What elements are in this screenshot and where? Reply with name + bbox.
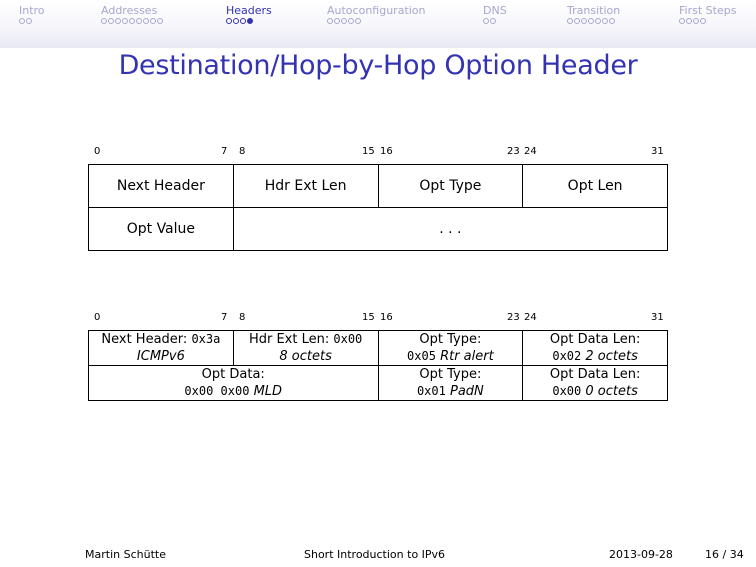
nav-progress-dot[interactable] (129, 18, 135, 24)
nav-progress-dot[interactable] (574, 18, 580, 24)
nav-progress-dot[interactable] (679, 18, 685, 24)
option-header-example-table (88, 330, 668, 401)
field-opt-type-padn-example (378, 366, 523, 401)
field-meaning: PadN (450, 384, 484, 399)
nav-progress-dot[interactable] (19, 18, 25, 24)
bit-label: 8 (239, 146, 246, 157)
nav-progress-dot[interactable] (143, 18, 149, 24)
nav-label: DNS (483, 4, 507, 17)
bit-label: 23 (507, 312, 520, 323)
nav-progress-dot[interactable] (595, 18, 601, 24)
field-opt-data-example (89, 366, 379, 401)
nav-progress-dot[interactable] (609, 18, 615, 24)
nav-dots-addresses[interactable] (101, 18, 163, 24)
nav-section-intro[interactable] (19, 4, 45, 17)
field-label: Opt Data: (201, 367, 265, 382)
nav-progress-dot[interactable] (115, 18, 121, 24)
bit-label: 16 (380, 312, 393, 323)
field-opt-len: Opt Len (523, 165, 668, 208)
footer-page-number: 16 / 34 (705, 548, 744, 561)
field-meaning: ICMPv6 (136, 349, 185, 364)
field-opt-value: Opt Value (89, 208, 234, 251)
field-opt-data-len-example (523, 331, 668, 366)
nav-dots-transition[interactable] (567, 18, 615, 24)
nav-section-dns[interactable] (483, 4, 507, 17)
table-row (89, 165, 668, 208)
nav-section-headers[interactable] (226, 4, 272, 17)
option-header-layout-table (88, 164, 668, 251)
nav-progress-dot[interactable] (136, 18, 142, 24)
bit-label: 23 (507, 146, 520, 157)
nav-dots-dns[interactable] (483, 18, 496, 24)
bit-label: 31 (651, 312, 664, 323)
nav-progress-dot[interactable] (693, 18, 699, 24)
field-label: Opt Type: (419, 367, 482, 382)
bit-label: 0 (94, 146, 101, 157)
bit-label: 15 (362, 312, 375, 323)
field-code: 0x3a (191, 332, 221, 346)
bit-label: 16 (380, 146, 393, 157)
nav-label: Headers (226, 4, 272, 17)
table-row (89, 366, 668, 401)
nav-progress-dot[interactable] (101, 18, 107, 24)
nav-progress-dot[interactable] (150, 18, 156, 24)
nav-section-addresses[interactable] (101, 4, 157, 17)
nav-section-transition[interactable] (567, 4, 620, 17)
nav-dots-autoconfiguration[interactable] (327, 18, 361, 24)
nav-label: Intro (19, 4, 45, 17)
nav-label: Autoconfiguration (327, 4, 426, 17)
bit-label: 24 (524, 312, 537, 323)
nav-dots-intro[interactable] (19, 18, 32, 24)
nav-progress-dot[interactable] (700, 18, 706, 24)
nav-progress-dot[interactable] (686, 18, 692, 24)
field-meaning: 8 octets (279, 349, 332, 364)
bit-ruler (88, 312, 668, 326)
table-row (89, 208, 668, 251)
nav-section-autoconfiguration[interactable] (327, 4, 426, 17)
bit-label: 24 (524, 146, 537, 157)
nav-dots-first-steps[interactable] (679, 18, 706, 24)
nav-progress-dot[interactable] (483, 18, 489, 24)
field-next-header-example (89, 331, 234, 366)
section-navigation-bar (0, 0, 756, 48)
field-opt-type-example (378, 331, 523, 366)
bit-label: 15 (362, 146, 375, 157)
field-label: Opt Data Len: (549, 332, 641, 347)
nav-progress-dot[interactable] (26, 18, 32, 24)
field-continuation: . . . (233, 208, 667, 251)
bit-label: 7 (221, 146, 228, 157)
field-opt-data-len-padn-example (523, 366, 668, 401)
nav-progress-dot[interactable] (247, 18, 253, 24)
nav-progress-dot[interactable] (233, 18, 239, 24)
footer-date: 2013-09-28 (609, 548, 673, 561)
nav-progress-dot[interactable] (226, 18, 232, 24)
nav-progress-dot[interactable] (108, 18, 114, 24)
field-code: 0x02 (552, 349, 582, 363)
slide-title: Destination/Hop-by-Hop Option Header (118, 50, 638, 81)
nav-progress-dot[interactable] (567, 18, 573, 24)
nav-progress-dot[interactable] (341, 18, 347, 24)
field-label: Opt Data Len: (549, 367, 641, 382)
field-label: Hdr Ext Len: (248, 332, 334, 347)
nav-progress-dot[interactable] (355, 18, 361, 24)
bit-label: 7 (221, 312, 228, 323)
field-code: 0x00 (333, 332, 363, 346)
nav-label: First Steps (679, 4, 737, 17)
nav-progress-dot[interactable] (122, 18, 128, 24)
field-meaning: 0 octets (585, 384, 638, 399)
bit-label: 31 (651, 146, 664, 157)
nav-label: Addresses (101, 4, 158, 17)
footer-talk-title: Short Introduction to IPv6 (304, 548, 446, 561)
nav-progress-dot[interactable] (348, 18, 354, 24)
bit-label: 8 (239, 312, 246, 323)
nav-progress-dot[interactable] (581, 18, 587, 24)
field-label: Next Header: (101, 332, 192, 347)
nav-progress-dot[interactable] (602, 18, 608, 24)
bit-ruler (88, 146, 668, 160)
field-meaning: 2 octets (585, 349, 638, 364)
field-hdr-ext-len: Hdr Ext Len (233, 165, 378, 208)
nav-progress-dot[interactable] (327, 18, 333, 24)
nav-section-first-steps[interactable] (679, 4, 736, 17)
field-meaning: Rtr alert (440, 349, 494, 364)
field-hdr-ext-len-example (233, 331, 378, 366)
field-code: 0x05 (407, 349, 436, 363)
nav-progress-dot[interactable] (334, 18, 340, 24)
nav-dots-headers[interactable] (226, 18, 253, 24)
table-row (89, 331, 668, 366)
field-next-header: Next Header (89, 165, 234, 208)
nav-progress-dot[interactable] (240, 18, 246, 24)
field-code: 0x01 (416, 384, 446, 398)
nav-progress-dot[interactable] (588, 18, 594, 24)
field-opt-type: Opt Type (378, 165, 523, 208)
field-code: 0x00 (552, 384, 582, 398)
nav-progress-dot[interactable] (490, 18, 496, 24)
nav-label: Transition (567, 4, 621, 17)
field-meaning: MLD (253, 384, 283, 399)
field-label: Opt Type: (419, 332, 482, 347)
bit-label: 0 (94, 312, 101, 323)
footer-author: Martin Schütte (85, 548, 166, 561)
nav-progress-dot[interactable] (157, 18, 163, 24)
field-code: 0x00 0x00 (184, 384, 250, 398)
